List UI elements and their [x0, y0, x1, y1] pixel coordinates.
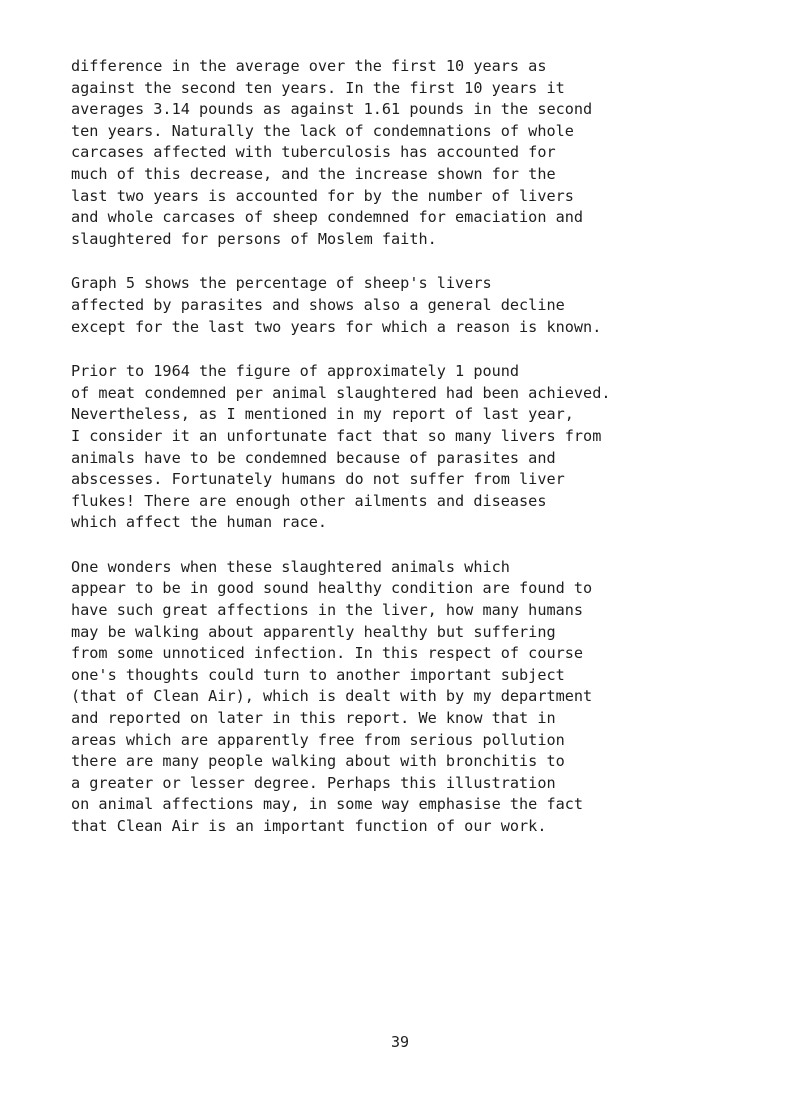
text-line: carcases affected with tuberculosis has accounted for — [71, 143, 556, 162]
text-line: appear to be in good sound healthy condition are found to — [71, 579, 593, 598]
text-line: (that of Clean Air), which is dealt with by my department — [71, 687, 593, 706]
text-line: except for the last two years for which a reason is known. — [71, 317, 602, 336]
text-line: much of this decrease, and the increase shown for the — [71, 164, 556, 183]
text-line: One wonders when these slaughtered animals which — [71, 557, 510, 576]
text-line: difference in the average over the first 10 years as — [71, 57, 547, 75]
text-line: may be walking about apparently healthy but suffering — [71, 622, 556, 641]
text-line: animals have to be condemned because of parasites and — [71, 448, 556, 467]
text-line: that Clean Air is an important function of our work. — [71, 817, 547, 835]
text-line: averages 3.14 pounds as against 1.61 pounds in the second — [71, 100, 593, 119]
text-line: from some unnoticed infection. In this respect of course — [71, 644, 584, 663]
body-text — [71, 56, 771, 861]
paragraph-4 — [71, 557, 771, 838]
page-number: 39 — [390, 1033, 410, 1051]
text-line: have such great affections in the liver, how many humans — [71, 601, 584, 620]
text-line: a greater or lesser degree. Perhaps this illustration — [71, 773, 556, 792]
paragraph-3 — [71, 361, 771, 534]
text-line: which affect the human race. — [71, 513, 328, 532]
text-line: one's thoughts could turn to another important subject — [71, 665, 565, 684]
text-line: areas which are apparently free from serious pollution — [71, 730, 565, 749]
text-line: last two years is accounted for by the number of livers — [71, 186, 574, 205]
text-line: Nevertheless, as I mentioned in my report of last year, — [71, 405, 574, 424]
text-line: Prior to 1964 the figure of approximately 1 pound — [71, 362, 520, 381]
text-line: slaughtered for persons of Moslem faith. — [71, 229, 437, 248]
text-line: affected by parasites and shows also a general decline — [71, 295, 565, 314]
text-line: flukes! There are enough other ailments and diseases — [71, 491, 547, 510]
text-line: of meat condemned per animal slaughtered had been achieved. — [71, 383, 611, 402]
text-line: there are many people walking about with bronchitis to — [71, 752, 565, 771]
text-line: I consider it an unfortunate fact that so many livers from — [71, 426, 602, 445]
text-line: abscesses. Fortunately humans do not suffer from liver — [71, 470, 565, 489]
text-line: Graph 5 shows the percentage of sheep's livers — [71, 274, 492, 293]
paragraph-1 — [71, 56, 771, 250]
text-line: against the second ten years. In the first 10 years it — [71, 78, 565, 97]
paragraph-2 — [71, 273, 771, 338]
text-line: ten years. Naturally the lack of condemnations of whole — [71, 121, 574, 140]
text-line: on animal affections may, in some way emphasise the fact — [71, 795, 584, 814]
text-line: and whole carcases of sheep condemned for emaciation and — [71, 208, 584, 227]
text-line: and reported on later in this report. We know that in — [71, 709, 556, 728]
